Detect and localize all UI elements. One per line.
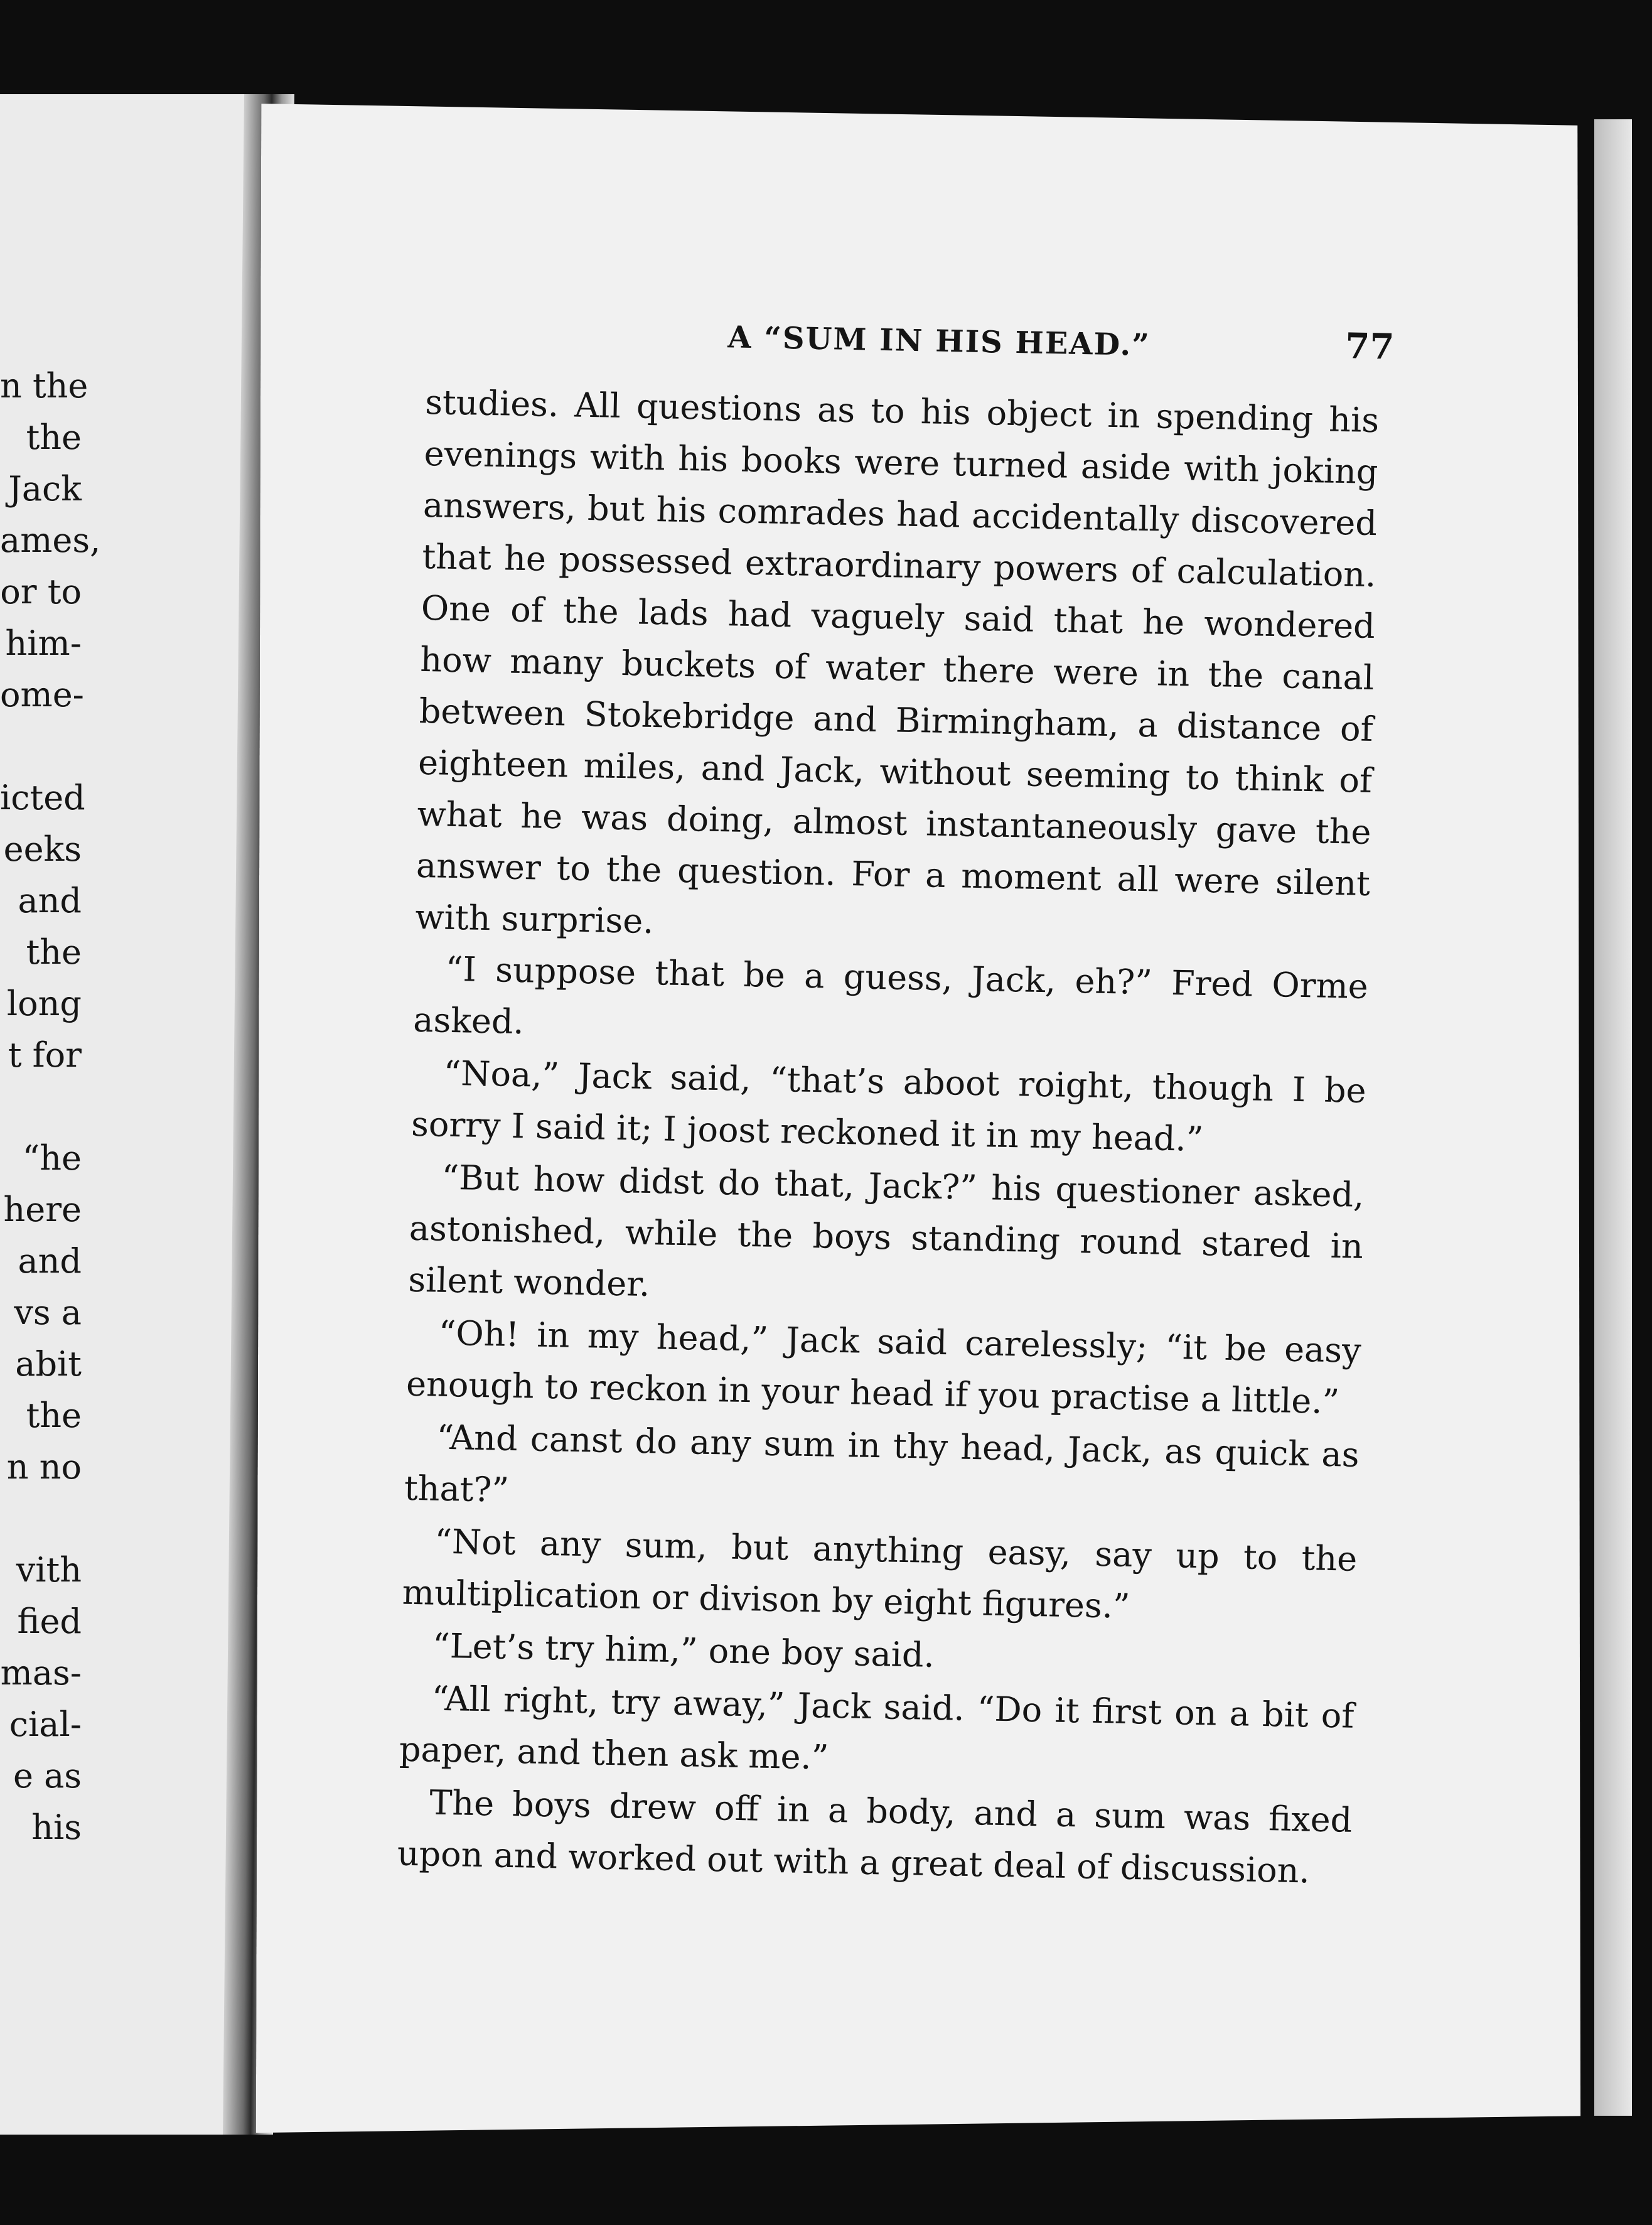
- running-head-title: A “SUM IN HIS HEAD.”: [727, 320, 1151, 364]
- paragraph: “Noa,” Jack said, “that’s aboot roight, though I be sorry I said it; I joost reckoned it in my head.”: [410, 1053, 1367, 1159]
- left-page-line-fragment: mas-: [0, 1653, 82, 1693]
- left-page-line-fragment: long: [6, 984, 82, 1023]
- left-page-line-fragment: and: [18, 881, 82, 920]
- left-page-line-fragment: fied: [17, 1602, 82, 1641]
- paragraph: “Let’s try him,” one boy said.: [432, 1625, 935, 1675]
- paragraph: The boys drew off in a body, and a sum was fixed upon and worked out with a great deal of discussion.: [397, 1782, 1353, 1891]
- left-page-line-fragment: Jack: [8, 469, 82, 509]
- paragraph: “But how didst do that, Jack?” his questioner asked, astonished, while the boys standing round stared in silent wonder.: [407, 1157, 1365, 1305]
- paragraph: “All right, try away,” Jack said. “Do it first on a bit of paper, and then ask me.”: [399, 1678, 1355, 1777]
- left-page-line-fragment: icted: [0, 778, 85, 817]
- left-page-line-fragment: and: [18, 1241, 82, 1281]
- paragraph: “Oh! in my head,” Jack said carelessly; “it be easy enough to reckon in your head if you practise a little.”: [405, 1313, 1362, 1422]
- left-page-line-fragment: “he: [22, 1138, 82, 1178]
- right-page-text-block: [397, 314, 1395, 1899]
- left-page-line-fragment: n the: [0, 366, 88, 406]
- left-page-line-fragment: the: [26, 1396, 82, 1435]
- paragraph: “Not any sum, but anything easy, say up to the multiplication or divison by eight figures.”: [402, 1521, 1358, 1626]
- paragraph: “I suppose that be a guess, Jack, eh?” Fred Orme asked.: [412, 949, 1369, 1042]
- left-page-line-fragment: ames,: [0, 520, 101, 560]
- left-page-line-fragment: n no: [6, 1447, 82, 1487]
- left-page-line-fragment: vith: [16, 1550, 82, 1590]
- left-page-line-fragment: eeks: [3, 829, 82, 869]
- left-page-line-fragment: vs a: [14, 1293, 82, 1332]
- left-page-line-fragment: t for: [8, 1035, 82, 1075]
- left-page-line-fragment: his: [31, 1807, 82, 1847]
- page-number: 77: [1344, 325, 1395, 368]
- left-page-line-fragment: e as: [13, 1756, 82, 1796]
- left-page-line-fragment: or to: [0, 572, 82, 611]
- left-page-line-fragment: abit: [15, 1344, 82, 1384]
- left-page-line-fragment: cial-: [9, 1705, 82, 1744]
- paragraph: studies. All questions as to his object in spending his evenings with his books were turned aside with joking answers, but his comrades had accidentally discovered that he possessed extraordinary powers of calculation. One of the lads had vaguely said that he wondered how many buckets of water there were in the canal between Stokebridge and Birmingham, a distance of eighteen miles, and Jack, without seeming to think of what he was doing, almost instantaneously gave the answer to the question. For a moment all were silent with surprise.: [414, 382, 1380, 942]
- page-edge: [1594, 119, 1632, 2116]
- paragraph: “And canst do any sum in thy head, Jack, as quick as that?”: [404, 1417, 1360, 1510]
- left-page-line-fragment: the: [26, 418, 82, 457]
- left-page-line-fragment: here: [3, 1190, 82, 1229]
- left-page-line-fragment: the: [26, 932, 82, 972]
- left-page-line-fragment: him-: [5, 623, 82, 663]
- left-page-line-fragment: ome-: [0, 675, 84, 714]
